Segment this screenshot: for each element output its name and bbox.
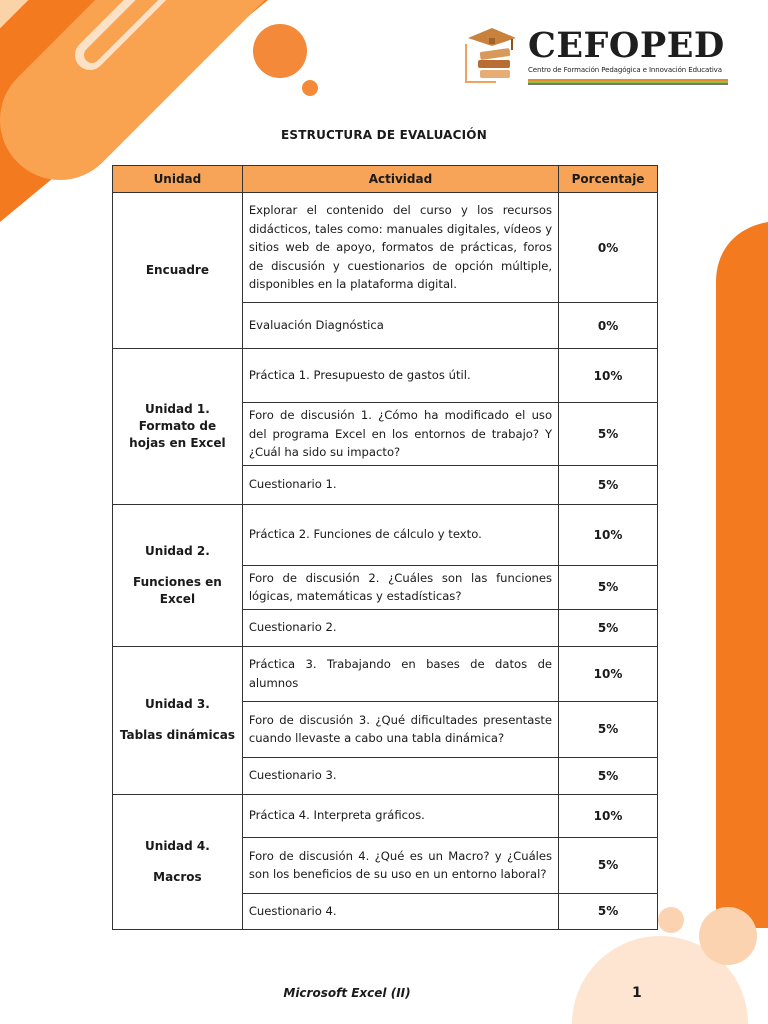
activity-cell: Evaluación Diagnóstica — [242, 303, 558, 349]
logo-stripes — [528, 79, 728, 85]
unit-number: Unidad 1. — [145, 401, 210, 416]
percent-cell: 5% — [559, 465, 658, 504]
activity-cell: Cuestionario 4. — [242, 893, 558, 929]
decorative-circles-top — [250, 18, 320, 98]
percent-cell: 0% — [559, 193, 658, 303]
unit-cell-unidad-2 — [113, 504, 243, 646]
percent-cell: 0% — [559, 303, 658, 349]
activity-cell: Práctica 1. Presupuesto de gastos útil. — [242, 349, 558, 403]
header-porcentaje: Porcentaje — [559, 166, 658, 193]
footer-course-title: Microsoft Excel (II) — [283, 986, 411, 1000]
activity-cell: Foro de discusión 4. ¿Qué es un Macro? y ¿Cuáles son los beneficios de su uso en un entorno laboral? — [242, 837, 558, 893]
activity-cell: Práctica 2. Funciones de cálculo y texto. — [242, 504, 558, 565]
unit-number: Unidad 3. — [145, 697, 210, 711]
activity-cell: Cuestionario 2. — [242, 609, 558, 646]
unit-number: Unidad 2. — [145, 543, 210, 558]
logo-tagline: Centro de Formación Pedagógica e Innovación Educativa — [528, 66, 722, 74]
table-row — [113, 504, 658, 565]
percent-cell: 5% — [559, 757, 658, 794]
percent-cell: 5% — [559, 893, 658, 929]
table-row — [113, 794, 658, 837]
activity-cell: Foro de discusión 1. ¿Cómo ha modificado el uso del programa Excel en los entornos de trabajo? Y ¿Cuál ha sido su impacto? — [242, 403, 558, 466]
unit-name: Macros — [153, 869, 202, 884]
unit-name: Formato de hojas en Excel — [129, 418, 226, 450]
percent-cell: 5% — [559, 837, 658, 893]
percent-cell: 5% — [559, 403, 658, 466]
activity-cell: Práctica 3. Trabajando en bases de datos de alumnos — [242, 646, 558, 701]
activity-cell: Explorar el contenido del curso y los recursos didácticos, tales como: manuales digitales, vídeos y sitios web de apoyo, formatos de prácticas, foros de discusión y cuestionarios de opción múltiple, disponibles en la plataforma digital. — [242, 193, 558, 303]
page-number: 1 — [632, 985, 642, 1001]
percent-cell: 5% — [559, 609, 658, 646]
document-title: ESTRUCTURA DE EVALUACIÓN — [281, 128, 487, 142]
activity-cell: Práctica 4. Interpreta gráficos. — [242, 794, 558, 837]
unit-name: Funciones en Excel — [132, 574, 222, 606]
header-unidad: Unidad — [113, 166, 243, 193]
unit-cell-unidad-1 — [113, 349, 243, 505]
graduation-books-icon — [462, 24, 524, 86]
activity-cell: Foro de discusión 3. ¿Qué dificultades presentaste cuando llevaste a cabo una tabla dinámica? — [242, 701, 558, 757]
header-actividad: Actividad — [242, 166, 558, 193]
percent-cell: 10% — [559, 349, 658, 403]
percent-cell: 5% — [559, 565, 658, 609]
evaluation-table — [112, 165, 658, 930]
percent-cell: 10% — [559, 646, 658, 701]
percent-cell: 10% — [559, 794, 658, 837]
unit-cell-unidad-3 — [113, 646, 243, 794]
activity-cell: Cuestionario 1. — [242, 465, 558, 504]
unit-cell-encuadre — [113, 193, 243, 349]
unit-name: Encuadre — [145, 263, 209, 277]
activity-cell: Foro de discusión 2. ¿Cuáles son las funciones lógicas, matemáticas y estadísticas? — [242, 565, 558, 609]
unit-name: Tablas dinámicas — [119, 728, 235, 742]
cefoped-logo — [462, 24, 732, 90]
decorative-right-band — [716, 222, 768, 928]
unit-cell-unidad-4 — [113, 794, 243, 929]
percent-cell: 5% — [559, 701, 658, 757]
percent-cell: 10% — [559, 504, 658, 565]
table-header-row — [113, 166, 658, 193]
table-row — [113, 349, 658, 403]
table-row — [113, 646, 658, 701]
unit-number: Unidad 4. — [145, 838, 210, 853]
logo-wordmark: CEFOPED — [528, 25, 725, 66]
activity-cell: Cuestionario 3. — [242, 757, 558, 794]
table-row — [113, 193, 658, 303]
